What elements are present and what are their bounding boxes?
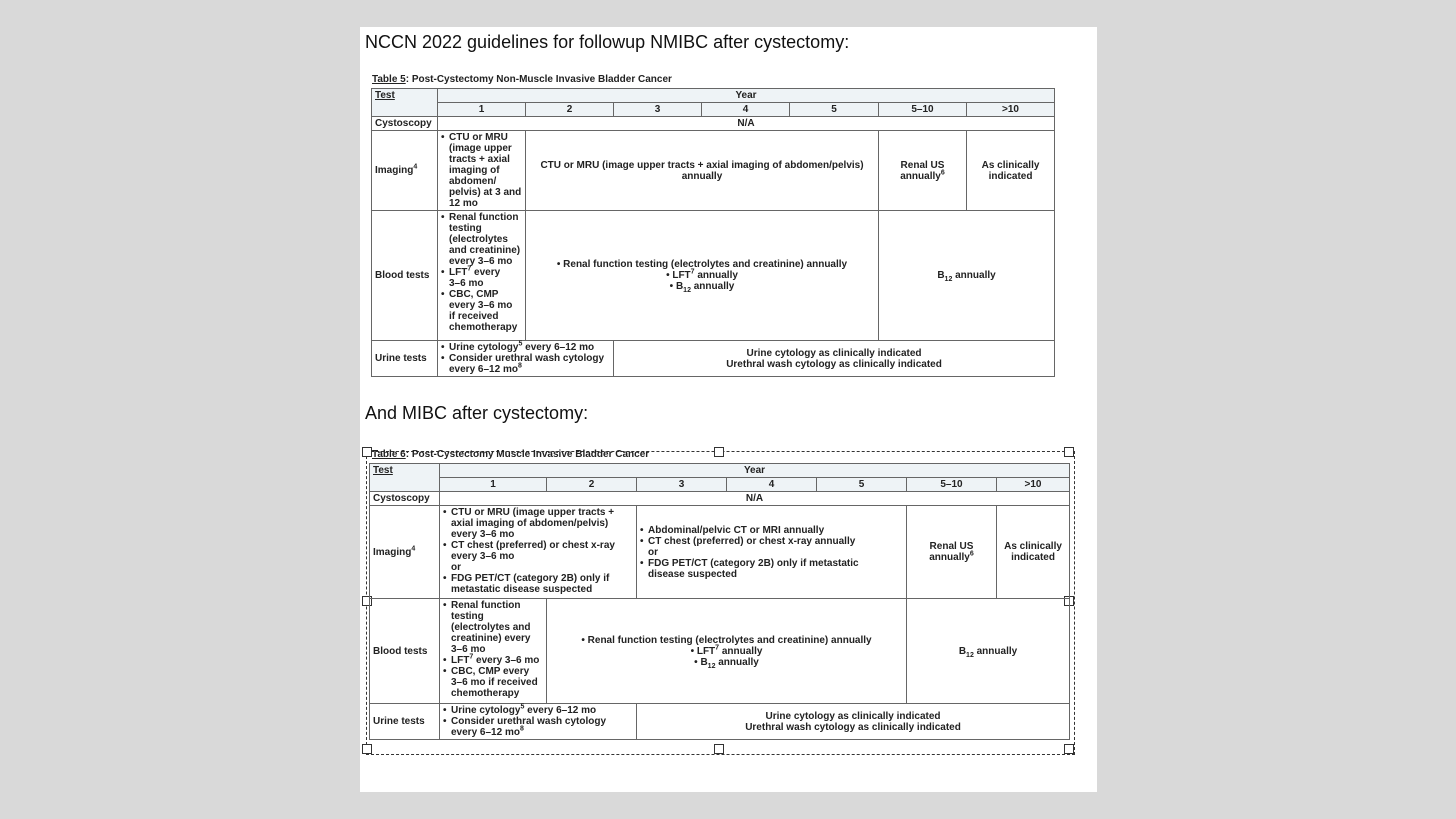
year-col-2: 2 — [547, 478, 637, 492]
year-col-over-10: >10 — [967, 103, 1055, 117]
imaging-ct-chest-annual-bullet: • CT chest (preferred) or chest x-ray annually or — [640, 536, 903, 558]
imaging-ctu-bullet: • CTU or MRU (image upper tracts + axial imaging of abdomen/pelvis) every 3–6 mo — [443, 507, 633, 540]
imaging-pet-annual-bullet: • FDG PET/CT (category 2B) only if metastatic disease suspected — [640, 558, 903, 580]
row-label-imaging — [372, 131, 438, 211]
urine-years-1-2 — [438, 341, 614, 377]
imaging-over-10: As clinically indicated — [967, 131, 1055, 211]
year-header: Year — [440, 464, 1070, 478]
imaging-years-5-10: Renal US annually$^6$ — [907, 506, 997, 599]
blood-year-1 — [438, 211, 526, 341]
imaging-years-1-2 — [440, 506, 637, 599]
year-col-4: 4 — [702, 103, 790, 117]
resize-handle-top-left[interactable] — [362, 447, 372, 457]
table-6 — [369, 463, 1070, 740]
year-col-1: 1 — [438, 103, 526, 117]
year-col-5: 5 — [817, 478, 907, 492]
table-5-caption — [372, 74, 672, 85]
blood-y1-renal: • Renal function testing (electrolytes and creatinine) every 3–6 mo — [441, 212, 522, 267]
imaging-year-1 — [438, 131, 526, 211]
year-col-5-10: 5–10 — [907, 478, 997, 492]
year-col-over-10: >10 — [997, 478, 1070, 492]
resize-handle-top-right[interactable] — [1064, 447, 1074, 457]
row-label-urine: Urine tests — [372, 341, 438, 377]
cystoscopy-value: N/A — [440, 492, 1070, 506]
row-label-urine: Urine tests — [370, 704, 440, 740]
imaging-label: Imaging — [373, 546, 412, 558]
imaging-label: Imaging — [375, 165, 414, 176]
year-col-3: 3 — [637, 478, 727, 492]
blood-y1-cbc: • CBC, CMP every 3–6 mo if received chemotherapy — [443, 666, 543, 699]
cystoscopy-value: N/A — [438, 117, 1055, 131]
heading-mibc: And MIBC after cystectomy: — [365, 403, 589, 423]
urine-cytology-bullet: • Urine cytology$^5$ every 6–12 mo — [443, 705, 633, 716]
row-label-cystoscopy: Cystoscopy — [370, 492, 440, 506]
imaging-years-5-10: Renal US annually$^6$ — [879, 131, 967, 211]
imaging-over-10: As clinically indicated — [997, 506, 1070, 599]
imaging-pet-bullet: • FDG PET/CT (category 2B) only if metastatic disease suspected — [443, 573, 633, 595]
row-label-imaging — [370, 506, 440, 599]
year-col-5-10: 5–10 — [879, 103, 967, 117]
urethral-wash-bullet: • Consider urethral wash cytology every 6–12 $mo^8$ — [441, 353, 610, 375]
table-6-number: Table 6 — [372, 449, 406, 460]
resize-handle-top[interactable] — [714, 447, 724, 457]
resize-handle-bottom-left[interactable] — [362, 744, 372, 754]
table-5-number: Table 5 — [372, 74, 406, 85]
imaging-footnote: 4 — [413, 163, 418, 171]
heading-nmibc: NCCN 2022 guidelines for followup NMIBC after cystectomy: — [365, 32, 850, 52]
imaging-ct-chest-bullet: • CT chest (preferred) or chest x-ray every 3–6 mo or — [443, 540, 633, 573]
row-label-blood: Blood tests — [372, 211, 438, 341]
imaging-years-3-5 — [637, 506, 907, 599]
table-6-caption — [372, 449, 649, 460]
year-col-2: 2 — [526, 103, 614, 117]
blood-years-2-5: • Renal function testing (electrolytes and creatinine) annually • LFT$^7$ annually • $B_{12}$ annually — [547, 599, 907, 704]
document-page — [360, 27, 1097, 792]
year-col-5: 5 — [790, 103, 879, 117]
urine-cytology-bullet: • Urine cytology$^5$ every 6–12 mo — [441, 342, 610, 353]
blood-years-2-5: • Renal function testing (electrolytes and creatinine) annually • LFT$^7$ annually • $B_{12}$ annually — [526, 211, 879, 341]
urine-later-years: Urine cytology as clinically indicated Urethral wash cytology as clinically indicated — [637, 704, 1070, 740]
urethral-wash-bullet: • Consider urethral wash cytology every 6–12 $mo^8$ — [443, 716, 633, 738]
imaging-years-2-5: CTU or MRU (image upper tracts + axial imaging of abdomen/pelvis) annually — [526, 131, 879, 211]
year-header: Year — [438, 89, 1055, 103]
table-5 — [371, 88, 1055, 377]
blood-y1-lft: • LFT$^7$ every 3–6 mo — [443, 655, 543, 666]
test-header: Test — [370, 464, 440, 492]
resize-handle-bottom[interactable] — [714, 744, 724, 754]
imaging-abdominal-bullet: • Abdominal/pelvic CT or MRI annually — [640, 525, 903, 536]
resize-handle-bottom-right[interactable] — [1064, 744, 1074, 754]
row-label-cystoscopy: Cystoscopy — [372, 117, 438, 131]
imaging-footnote: 4 — [411, 545, 416, 553]
urine-later-years: Urine cytology as clinically indicated Urethral wash cytology as clinically indicated — [614, 341, 1055, 377]
imaging-y1-bullet: • CTU or MRU (image upper tracts + axial imaging of abdomen/ pelvis) at 3 and 12 mo — [441, 132, 522, 209]
blood-years-5-plus: $B_{12}$ annually — [879, 211, 1055, 341]
table-6-title: : Post-Cystectomy Muscle Invasive Bladder Cancer — [405, 449, 650, 460]
blood-y1-lft: • LFT$^7$ every 3–6 mo — [441, 267, 522, 289]
row-label-blood: Blood tests — [370, 599, 440, 704]
blood-year-1 — [440, 599, 547, 704]
test-header: Test — [372, 89, 438, 117]
blood-years-5-plus: $B_{12}$ annually — [907, 599, 1070, 704]
blood-y1-renal: • Renal function testing (electrolytes and creatinine) every 3–6 mo — [443, 600, 543, 655]
blood-y1-cbc: • CBC, CMP every 3–6 mo if received chemotherapy — [441, 289, 522, 333]
year-col-3: 3 — [614, 103, 702, 117]
urine-years-1-2 — [440, 704, 637, 740]
year-col-1: 1 — [440, 478, 547, 492]
table-5-title: : Post-Cystectomy Non-Muscle Invasive Bladder Cancer — [405, 74, 672, 85]
year-col-4: 4 — [727, 478, 817, 492]
